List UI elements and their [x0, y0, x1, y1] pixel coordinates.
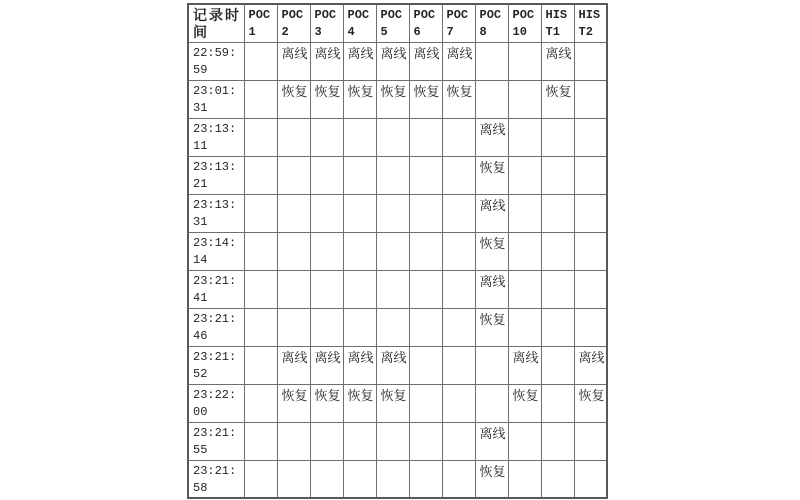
- empty-cell: [310, 308, 343, 346]
- empty-cell: [409, 346, 442, 384]
- empty-cell: [343, 118, 376, 156]
- empty-cell: [409, 384, 442, 422]
- time-cell: 23:13:21: [188, 156, 244, 194]
- empty-cell: [574, 422, 607, 460]
- time-cell: 23:13:31: [188, 194, 244, 232]
- empty-cell: [343, 308, 376, 346]
- empty-cell: [277, 156, 310, 194]
- status-cell: 离线: [343, 346, 376, 384]
- empty-cell: [541, 270, 574, 308]
- empty-cell: [310, 422, 343, 460]
- column-header-poc4: POC 4: [343, 4, 376, 42]
- empty-cell: [508, 42, 541, 80]
- status-cell: 离线: [508, 346, 541, 384]
- empty-cell: [574, 156, 607, 194]
- empty-cell: [442, 384, 475, 422]
- empty-cell: [574, 80, 607, 118]
- empty-cell: [508, 80, 541, 118]
- empty-cell: [277, 308, 310, 346]
- empty-cell: [244, 460, 277, 498]
- empty-cell: [310, 156, 343, 194]
- empty-cell: [343, 460, 376, 498]
- empty-cell: [376, 232, 409, 270]
- empty-cell: [508, 422, 541, 460]
- empty-cell: [376, 460, 409, 498]
- empty-cell: [442, 460, 475, 498]
- column-header-poc1: POC 1: [244, 4, 277, 42]
- status-cell: 离线: [475, 194, 508, 232]
- empty-cell: [574, 270, 607, 308]
- empty-cell: [541, 194, 574, 232]
- empty-cell: [244, 384, 277, 422]
- empty-cell: [310, 194, 343, 232]
- table-row: [188, 80, 607, 118]
- empty-cell: [244, 308, 277, 346]
- empty-cell: [574, 194, 607, 232]
- status-cell: 离线: [310, 346, 343, 384]
- empty-cell: [376, 194, 409, 232]
- status-cell: 恢复: [343, 80, 376, 118]
- table-row: [188, 460, 607, 498]
- empty-cell: [310, 118, 343, 156]
- time-cell: 23:22:00: [188, 384, 244, 422]
- time-cell: 23:21:41: [188, 270, 244, 308]
- status-cell: 离线: [277, 42, 310, 80]
- status-cell: 恢复: [475, 156, 508, 194]
- empty-cell: [376, 270, 409, 308]
- empty-cell: [409, 270, 442, 308]
- empty-cell: [244, 346, 277, 384]
- status-cell: 离线: [376, 346, 409, 384]
- table-row: [188, 156, 607, 194]
- empty-cell: [244, 118, 277, 156]
- empty-cell: [343, 232, 376, 270]
- empty-cell: [442, 156, 475, 194]
- status-cell: 离线: [475, 422, 508, 460]
- empty-cell: [376, 422, 409, 460]
- time-cell: 23:01:31: [188, 80, 244, 118]
- column-header-poc8: POC 8: [475, 4, 508, 42]
- column-header-poc6: POC 6: [409, 4, 442, 42]
- empty-cell: [343, 270, 376, 308]
- status-cell: 恢复: [475, 460, 508, 498]
- time-cell: 23:21:55: [188, 422, 244, 460]
- column-header-poc5: POC 5: [376, 4, 409, 42]
- status-cell: 离线: [310, 42, 343, 80]
- empty-cell: [277, 270, 310, 308]
- status-cell: 离线: [343, 42, 376, 80]
- empty-cell: [277, 194, 310, 232]
- table-row: [188, 118, 607, 156]
- column-header-poc3: POC 3: [310, 4, 343, 42]
- empty-cell: [343, 194, 376, 232]
- empty-cell: [442, 308, 475, 346]
- status-cell: 恢复: [277, 80, 310, 118]
- status-cell: 恢复: [508, 384, 541, 422]
- time-cell: 23:13:11: [188, 118, 244, 156]
- empty-cell: [310, 270, 343, 308]
- table-row: [188, 308, 607, 346]
- header-row: [188, 4, 607, 42]
- status-cell: 离线: [475, 270, 508, 308]
- empty-cell: [409, 308, 442, 346]
- empty-cell: [277, 460, 310, 498]
- table-row: [188, 384, 607, 422]
- status-cell: 恢复: [541, 80, 574, 118]
- empty-cell: [409, 156, 442, 194]
- status-cell: 恢复: [475, 308, 508, 346]
- empty-cell: [376, 308, 409, 346]
- empty-cell: [409, 422, 442, 460]
- status-cell: 恢复: [409, 80, 442, 118]
- empty-cell: [541, 118, 574, 156]
- empty-cell: [244, 80, 277, 118]
- status-log-table: [187, 3, 608, 499]
- empty-cell: [376, 118, 409, 156]
- table-row: [188, 346, 607, 384]
- column-header-poc7: POC 7: [442, 4, 475, 42]
- status-cell: 离线: [376, 42, 409, 80]
- empty-cell: [277, 118, 310, 156]
- empty-cell: [541, 156, 574, 194]
- column-header-poc2: POC 2: [277, 4, 310, 42]
- empty-cell: [277, 422, 310, 460]
- empty-cell: [244, 42, 277, 80]
- column-header-hist1: HIS T1: [541, 4, 574, 42]
- empty-cell: [541, 232, 574, 270]
- column-header-poc10: POC 10: [508, 4, 541, 42]
- status-cell: 恢复: [310, 80, 343, 118]
- empty-cell: [508, 460, 541, 498]
- status-cell: 恢复: [376, 80, 409, 118]
- empty-cell: [244, 422, 277, 460]
- empty-cell: [475, 80, 508, 118]
- status-cell: 恢复: [442, 80, 475, 118]
- empty-cell: [541, 384, 574, 422]
- empty-cell: [442, 270, 475, 308]
- empty-cell: [277, 232, 310, 270]
- status-cell: 离线: [541, 42, 574, 80]
- empty-cell: [409, 118, 442, 156]
- status-cell: 恢复: [310, 384, 343, 422]
- empty-cell: [244, 270, 277, 308]
- status-cell: 恢复: [475, 232, 508, 270]
- empty-cell: [442, 422, 475, 460]
- empty-cell: [409, 232, 442, 270]
- status-cell: 离线: [574, 346, 607, 384]
- empty-cell: [409, 194, 442, 232]
- empty-cell: [475, 42, 508, 80]
- empty-cell: [475, 346, 508, 384]
- status-cell: 离线: [475, 118, 508, 156]
- empty-cell: [508, 232, 541, 270]
- status-cell: 恢复: [343, 384, 376, 422]
- empty-cell: [310, 460, 343, 498]
- empty-cell: [343, 422, 376, 460]
- empty-cell: [574, 232, 607, 270]
- empty-cell: [574, 460, 607, 498]
- empty-cell: [508, 156, 541, 194]
- empty-cell: [442, 346, 475, 384]
- empty-cell: [574, 308, 607, 346]
- table-row: [188, 42, 607, 80]
- status-cell: 恢复: [277, 384, 310, 422]
- empty-cell: [574, 42, 607, 80]
- column-header-hist2: HIS T2: [574, 4, 607, 42]
- empty-cell: [508, 308, 541, 346]
- time-cell: 23:21:46: [188, 308, 244, 346]
- empty-cell: [508, 194, 541, 232]
- empty-cell: [244, 232, 277, 270]
- empty-cell: [442, 194, 475, 232]
- empty-cell: [343, 156, 376, 194]
- status-cell: 离线: [409, 42, 442, 80]
- empty-cell: [508, 118, 541, 156]
- time-cell: 23:21:58: [188, 460, 244, 498]
- empty-cell: [376, 156, 409, 194]
- empty-cell: [541, 460, 574, 498]
- table-row: [188, 194, 607, 232]
- empty-cell: [541, 346, 574, 384]
- table-row: [188, 270, 607, 308]
- time-cell: 23:21:52: [188, 346, 244, 384]
- empty-cell: [310, 232, 343, 270]
- empty-cell: [475, 384, 508, 422]
- empty-cell: [541, 422, 574, 460]
- empty-cell: [409, 460, 442, 498]
- empty-cell: [442, 232, 475, 270]
- table-row: [188, 232, 607, 270]
- table-row: [188, 422, 607, 460]
- column-header-time: 记录时间: [188, 4, 244, 42]
- time-cell: 23:14:14: [188, 232, 244, 270]
- empty-cell: [244, 156, 277, 194]
- empty-cell: [508, 270, 541, 308]
- status-table-container: [187, 3, 608, 499]
- status-cell: 恢复: [376, 384, 409, 422]
- empty-cell: [244, 194, 277, 232]
- empty-cell: [541, 308, 574, 346]
- empty-cell: [574, 118, 607, 156]
- status-cell: 恢复: [574, 384, 607, 422]
- status-cell: 离线: [277, 346, 310, 384]
- time-cell: 22:59:59: [188, 42, 244, 80]
- empty-cell: [442, 118, 475, 156]
- status-cell: 离线: [442, 42, 475, 80]
